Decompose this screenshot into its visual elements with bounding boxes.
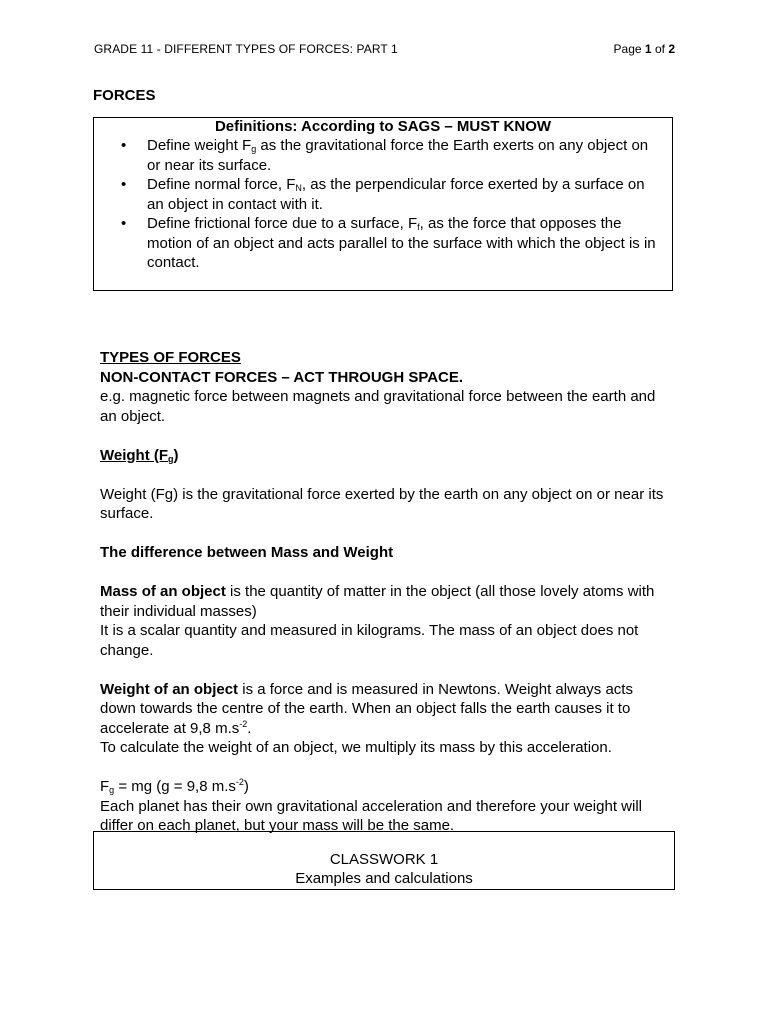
definitions-title: Definitions: According to SAGS – MUST KNOW [214, 118, 552, 135]
page-number [614, 42, 675, 56]
formula [100, 777, 670, 797]
subscript: N [295, 183, 302, 193]
page-label: Page [613, 42, 642, 56]
weight-paragraph [100, 680, 670, 739]
definition-item-friction [94, 214, 672, 273]
definition-text: , as the perpendicular force exerted by a surface on an object in contact with it. [147, 176, 645, 213]
definition-item-normal [94, 175, 672, 214]
definition-item-weight [94, 136, 672, 175]
weight-text: is a force and is measured in Newtons. Weight always acts down towards the centre of the earth. When an object falls the earth causes it to accelerate at 9,8 m.s [100, 680, 633, 737]
bullet-icon: • [121, 215, 127, 232]
subscript: f [417, 222, 420, 232]
forces-heading: FORCES [93, 87, 156, 104]
weight-text: . [247, 719, 252, 737]
definition-text: Define frictional force due to a surface, F [147, 215, 418, 232]
weight-definition: Weight (Fg) is the gravitational force exerted by the earth on any object on or near its surface. [100, 485, 664, 522]
types-section [100, 348, 670, 836]
page-total: 2 [668, 42, 675, 56]
types-heading-text: TYPES OF FORCES [100, 349, 241, 366]
bullet-icon: • [121, 137, 127, 154]
page-of: of [654, 42, 665, 56]
weight-heading-text: Weight (F [100, 446, 169, 464]
weight-heading-text: ) [173, 446, 179, 464]
definition-text: , as the force that opposes the motion of an object and acts parallel to the surface with which the object is in contact. [147, 215, 656, 271]
definitions-box [93, 117, 673, 291]
classwork-box [93, 831, 675, 890]
types-heading [100, 348, 670, 368]
weight-heading [100, 446, 670, 466]
planet-text: Each planet has their own gravitational acceleration and therefore your weight will differ on each planet, but your mass will be the same. [100, 797, 642, 834]
weight-bold: Weight of an object [100, 680, 239, 698]
mass-paragraph [100, 582, 670, 621]
formula-text: = mg (g = 9,8 m.s [114, 778, 236, 795]
subscript: g [251, 144, 257, 154]
header-title: GRADE 11 - DIFFERENT TYPES OF FORCES: PART 1 [94, 42, 398, 56]
bullet-icon: • [121, 176, 127, 193]
noncontact-example: e.g. magnetic force between magnets and gravitational force between the earth and an object. [100, 388, 656, 425]
formula-text: F [100, 778, 110, 795]
mass-bold: Mass of an object [100, 583, 226, 600]
superscript: -2 [235, 777, 244, 787]
page-current: 1 [644, 42, 652, 56]
classwork-title: CLASSWORK 1 [329, 851, 439, 868]
definition-text: Define normal force, F [147, 176, 296, 193]
mass-text: is the quantity of matter in the object (all those lovely atoms with their individual masses) [100, 583, 655, 620]
definitions-list [94, 136, 672, 273]
mass-scalar: It is a scalar quantity and measured in kilograms. The mass of an object does not change. [100, 622, 639, 659]
classwork-subtitle: Examples and calculations [295, 870, 473, 887]
calc-text: To calculate the weight of an object, we multiply its mass by this acceleration. [100, 739, 612, 756]
superscript: -2 [239, 718, 248, 729]
difference-heading: The difference between Mass and Weight [100, 544, 394, 561]
subscript: g [109, 785, 115, 795]
subscript: g [168, 453, 174, 464]
definition-text: as the gravitational force the Earth exerts on any object on or near its surface. [147, 137, 649, 174]
noncontact-heading: NON-CONTACT FORCES – ACT THROUGH SPACE. [100, 368, 464, 386]
definition-text: Define weight F [147, 137, 252, 154]
formula-text: ) [243, 778, 249, 795]
